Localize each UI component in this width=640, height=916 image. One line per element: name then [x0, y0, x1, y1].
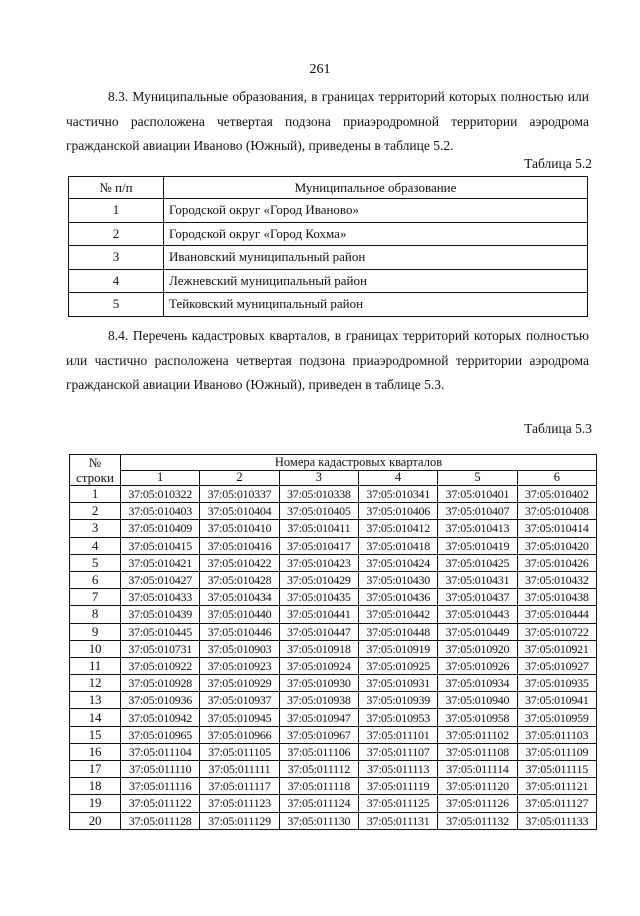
- cadastral-number-cell: 37:05:011109: [517, 743, 596, 760]
- cadastral-number-cell: 37:05:010420: [517, 537, 596, 554]
- cadastral-number-cell: 37:05:010918: [279, 640, 358, 657]
- cadastral-number-cell: 37:05:010438: [517, 589, 596, 606]
- cadastral-number-cell: 37:05:011124: [279, 795, 358, 812]
- cadastral-number-cell: 37:05:011117: [200, 778, 279, 795]
- cadastral-number-cell: 37:05:010442: [358, 606, 437, 623]
- table-row: [70, 692, 597, 709]
- cadastral-number-cell: 37:05:010428: [200, 571, 279, 588]
- cadastral-number-cell: 37:05:010927: [517, 657, 596, 674]
- cadastral-number-cell: 37:05:011128: [121, 812, 200, 829]
- table-row: [70, 486, 597, 503]
- table-5-2-caption: Таблица 5.2: [524, 156, 592, 171]
- cadastral-number-cell: 37:05:010427: [121, 571, 200, 588]
- row-number: 7: [70, 589, 121, 606]
- table-row: [69, 246, 588, 270]
- cadastral-number-cell: 37:05:011104: [121, 743, 200, 760]
- cadastral-number-cell: 37:05:010923: [200, 657, 279, 674]
- row-number: 18: [70, 778, 121, 795]
- cadastral-number-cell: 37:05:010429: [279, 571, 358, 588]
- cadastral-number-cell: 37:05:010947: [279, 709, 358, 726]
- cadastral-number-cell: 37:05:010403: [121, 503, 200, 520]
- cadastral-number-cell: 37:05:010337: [200, 486, 279, 503]
- table-row: [69, 293, 588, 317]
- row-number: 11: [70, 657, 121, 674]
- cadastral-number-cell: 37:05:011119: [358, 778, 437, 795]
- table-row: [70, 761, 597, 778]
- cadastral-number-cell: 37:05:011114: [438, 761, 517, 778]
- table-5-3-caption: Таблица 5.3: [524, 421, 592, 436]
- cadastral-number-cell: 37:05:010341: [358, 486, 437, 503]
- table-row: [70, 726, 597, 743]
- table-row: [70, 589, 597, 606]
- cadastral-number-cell: 37:05:011115: [517, 761, 596, 778]
- cadastral-number-cell: 37:05:011101: [358, 726, 437, 743]
- table-header-row: [69, 177, 588, 199]
- cadastral-number-cell: 37:05:010936: [121, 692, 200, 709]
- cadastral-number-cell: 37:05:010922: [121, 657, 200, 674]
- row-number: 15: [70, 726, 121, 743]
- cadastral-number-cell: 37:05:011125: [358, 795, 437, 812]
- header-row-number-line1: №: [88, 455, 102, 470]
- cadastral-number-cell: 37:05:010920: [438, 640, 517, 657]
- cadastral-number-cell: 37:05:010731: [121, 640, 200, 657]
- header-cadastral-numbers: Номера кадастровых кварталов: [121, 455, 597, 471]
- cadastral-number-cell: 37:05:010441: [279, 606, 358, 623]
- cadastral-number-cell: 37:05:010937: [200, 692, 279, 709]
- row-number: 1: [69, 199, 164, 223]
- cadastral-number-cell: 37:05:011111: [200, 761, 279, 778]
- table-header-row: [70, 455, 597, 471]
- table-5-2-body: [69, 199, 588, 317]
- row-number: 13: [70, 692, 121, 709]
- cadastral-number-cell: 37:05:011105: [200, 743, 279, 760]
- row-number: 3: [69, 246, 164, 270]
- row-number: 2: [70, 503, 121, 520]
- row-number: 17: [70, 761, 121, 778]
- row-number: 4: [70, 537, 121, 554]
- cadastral-number-cell: 37:05:010413: [438, 520, 517, 537]
- cadastral-number-cell: 37:05:011131: [358, 812, 437, 829]
- cadastral-number-cell: 37:05:011118: [279, 778, 358, 795]
- cadastral-number-cell: 37:05:010945: [200, 709, 279, 726]
- row-number: 5: [69, 293, 164, 317]
- row-number: 8: [70, 606, 121, 623]
- cadastral-number-cell: 37:05:010935: [517, 675, 596, 692]
- cadastral-number-cell: 37:05:010938: [279, 692, 358, 709]
- cadastral-number-cell: 37:05:010406: [358, 503, 437, 520]
- cadastral-number-cell: 37:05:010421: [121, 554, 200, 571]
- cadastral-number-cell: 37:05:010405: [279, 503, 358, 520]
- cadastral-number-cell: 37:05:010445: [121, 623, 200, 640]
- header-municipality: Муниципальное образование: [164, 177, 588, 199]
- cadastral-number-cell: 37:05:010722: [517, 623, 596, 640]
- table-row: [69, 222, 588, 246]
- cadastral-number-cell: 37:05:010919: [358, 640, 437, 657]
- municipality-name: Ивановский муниципальный район: [164, 246, 588, 270]
- cadastral-number-cell: 37:05:010924: [279, 657, 358, 674]
- cadastral-number-cell: 37:05:011107: [358, 743, 437, 760]
- cadastral-number-cell: 37:05:011129: [200, 812, 279, 829]
- cadastral-number-cell: 37:05:010959: [517, 709, 596, 726]
- cadastral-number-cell: 37:05:010407: [438, 503, 517, 520]
- municipality-name: Тейковский муниципальный район: [164, 293, 588, 317]
- cadastral-number-cell: 37:05:011102: [438, 726, 517, 743]
- cadastral-number-cell: 37:05:010940: [438, 692, 517, 709]
- cadastral-number-cell: 37:05:011123: [200, 795, 279, 812]
- cadastral-number-cell: 37:05:011133: [517, 812, 596, 829]
- table-5-2: [68, 176, 588, 317]
- cadastral-number-cell: 37:05:010967: [279, 726, 358, 743]
- table-row: [70, 657, 597, 674]
- table-row: [70, 537, 597, 554]
- cadastral-number-cell: 37:05:010928: [121, 675, 200, 692]
- cadastral-number-cell: 37:05:010440: [200, 606, 279, 623]
- row-number: 1: [70, 486, 121, 503]
- cadastral-number-cell: 37:05:010439: [121, 606, 200, 623]
- cadastral-number-cell: 37:05:010414: [517, 520, 596, 537]
- row-number: 19: [70, 795, 121, 812]
- cadastral-number-cell: 37:05:010410: [200, 520, 279, 537]
- cadastral-number-cell: 37:05:010929: [200, 675, 279, 692]
- cadastral-number-cell: 37:05:010423: [279, 554, 358, 571]
- cadastral-number-cell: 37:05:010447: [279, 623, 358, 640]
- cadastral-number-cell: 37:05:010448: [358, 623, 437, 640]
- cadastral-number-cell: 37:05:010436: [358, 589, 437, 606]
- cadastral-number-cell: 37:05:010903: [200, 640, 279, 657]
- row-number: 4: [69, 269, 164, 293]
- cadastral-number-cell: 37:05:010401: [438, 486, 517, 503]
- table-row: [70, 571, 597, 588]
- cadastral-number-cell: 37:05:010444: [517, 606, 596, 623]
- table-row: [70, 623, 597, 640]
- cadastral-number-cell: 37:05:011132: [438, 812, 517, 829]
- cadastral-number-cell: 37:05:010966: [200, 726, 279, 743]
- table-row: [70, 503, 597, 520]
- cadastral-number-cell: 37:05:010931: [358, 675, 437, 692]
- table-5-3-body: [70, 486, 597, 830]
- table-5-3: [69, 454, 597, 830]
- cadastral-number-cell: 37:05:010432: [517, 571, 596, 588]
- cadastral-number-cell: 37:05:010930: [279, 675, 358, 692]
- municipality-name: Лежневский муниципальный район: [164, 269, 588, 293]
- cadastral-number-cell: 37:05:010416: [200, 537, 279, 554]
- column-number-5: 5: [438, 470, 517, 486]
- municipality-name: Городской округ «Город Иваново»: [164, 199, 588, 223]
- row-number: 5: [70, 554, 121, 571]
- table-row: [70, 640, 597, 657]
- cadastral-number-cell: 37:05:011106: [279, 743, 358, 760]
- table-row: [70, 795, 597, 812]
- row-number: 12: [70, 675, 121, 692]
- cadastral-number-cell: 37:05:010424: [358, 554, 437, 571]
- cadastral-number-cell: 37:05:010921: [517, 640, 596, 657]
- column-number-2: 2: [200, 470, 279, 486]
- cadastral-number-cell: 37:05:010433: [121, 589, 200, 606]
- table-row: [70, 675, 597, 692]
- cadastral-number-cell: 37:05:010431: [438, 571, 517, 588]
- row-number: 20: [70, 812, 121, 829]
- cadastral-number-cell: 37:05:010408: [517, 503, 596, 520]
- cadastral-number-cell: 37:05:010939: [358, 692, 437, 709]
- table-row: [70, 606, 597, 623]
- cadastral-number-cell: 37:05:011113: [358, 761, 437, 778]
- cadastral-number-cell: 37:05:010412: [358, 520, 437, 537]
- cadastral-number-cell: 37:05:010434: [200, 589, 279, 606]
- column-number-6: 6: [517, 470, 596, 486]
- cadastral-number-cell: 37:05:010958: [438, 709, 517, 726]
- cadastral-number-cell: 37:05:010322: [121, 486, 200, 503]
- row-number: 9: [70, 623, 121, 640]
- column-number-1: 1: [121, 470, 200, 486]
- cadastral-number-cell: 37:05:010435: [279, 589, 358, 606]
- column-number-4: 4: [358, 470, 437, 486]
- header-row-number-line2: строки: [76, 470, 114, 485]
- cadastral-number-cell: 37:05:011120: [438, 778, 517, 795]
- cadastral-number-cell: 37:05:010415: [121, 537, 200, 554]
- cadastral-number-cell: 37:05:010418: [358, 537, 437, 554]
- cadastral-number-cell: 37:05:010425: [438, 554, 517, 571]
- section-8-3-paragraph: 8.3. Муниципальные образования, в границах территорий которых полностью или частично расположена четвертая подзона приаэродромной территории аэродрома гражданской авиации Иваново (Южный), приведены в таблице 5.2.: [66, 89, 589, 153]
- cadastral-number-cell: 37:05:010926: [438, 657, 517, 674]
- table-row: [70, 743, 597, 760]
- cadastral-number-cell: 37:05:010430: [358, 571, 437, 588]
- header-row-number: [70, 455, 121, 486]
- cadastral-number-cell: 37:05:011122: [121, 795, 200, 812]
- cadastral-number-cell: 37:05:011126: [438, 795, 517, 812]
- cadastral-number-cell: 37:05:010941: [517, 692, 596, 709]
- table-row: [70, 812, 597, 829]
- cadastral-number-cell: 37:05:010426: [517, 554, 596, 571]
- row-number: 10: [70, 640, 121, 657]
- page-number: 261: [309, 62, 331, 77]
- row-number: 2: [69, 222, 164, 246]
- cadastral-number-cell: 37:05:010953: [358, 709, 437, 726]
- cadastral-number-cell: 37:05:011108: [438, 743, 517, 760]
- header-row-number: № п/п: [69, 177, 164, 199]
- table-row: [70, 778, 597, 795]
- cadastral-number-cell: 37:05:010443: [438, 606, 517, 623]
- cadastral-number-cell: 37:05:010338: [279, 486, 358, 503]
- cadastral-number-cell: 37:05:010942: [121, 709, 200, 726]
- cadastral-number-cell: 37:05:011112: [279, 761, 358, 778]
- cadastral-number-cell: 37:05:010965: [121, 726, 200, 743]
- table-row: [69, 269, 588, 293]
- cadastral-number-cell: 37:05:011130: [279, 812, 358, 829]
- table-column-numbers-row: [70, 470, 597, 486]
- cadastral-number-cell: 37:05:010422: [200, 554, 279, 571]
- cadastral-number-cell: 37:05:011127: [517, 795, 596, 812]
- cadastral-number-cell: 37:05:010419: [438, 537, 517, 554]
- cadastral-number-cell: 37:05:010404: [200, 503, 279, 520]
- cadastral-number-cell: 37:05:010437: [438, 589, 517, 606]
- municipality-name: Городской округ «Город Кохма»: [164, 222, 588, 246]
- section-8-4-paragraph: 8.4. Перечень кадастровых кварталов, в границах территорий которых полностью или частично расположена четвертая подзона приаэродромной территории аэродрома гражданской авиации Иваново (Южный), приведен в таблице 5.3.: [66, 328, 589, 392]
- cadastral-number-cell: 37:05:011103: [517, 726, 596, 743]
- cadastral-number-cell: 37:05:010417: [279, 537, 358, 554]
- table-row: [69, 199, 588, 223]
- column-number-3: 3: [279, 470, 358, 486]
- cadastral-number-cell: 37:05:010409: [121, 520, 200, 537]
- table-row: [70, 709, 597, 726]
- table-row: [70, 554, 597, 571]
- cadastral-number-cell: 37:05:010449: [438, 623, 517, 640]
- cadastral-number-cell: 37:05:010925: [358, 657, 437, 674]
- cadastral-number-cell: 37:05:010411: [279, 520, 358, 537]
- cadastral-number-cell: 37:05:011121: [517, 778, 596, 795]
- cadastral-number-cell: 37:05:010446: [200, 623, 279, 640]
- table-row: [70, 520, 597, 537]
- row-number: 3: [70, 520, 121, 537]
- cadastral-number-cell: 37:05:011116: [121, 778, 200, 795]
- row-number: 14: [70, 709, 121, 726]
- cadastral-number-cell: 37:05:011110: [121, 761, 200, 778]
- cadastral-number-cell: 37:05:010934: [438, 675, 517, 692]
- row-number: 6: [70, 571, 121, 588]
- cadastral-number-cell: 37:05:010402: [517, 486, 596, 503]
- row-number: 16: [70, 743, 121, 760]
